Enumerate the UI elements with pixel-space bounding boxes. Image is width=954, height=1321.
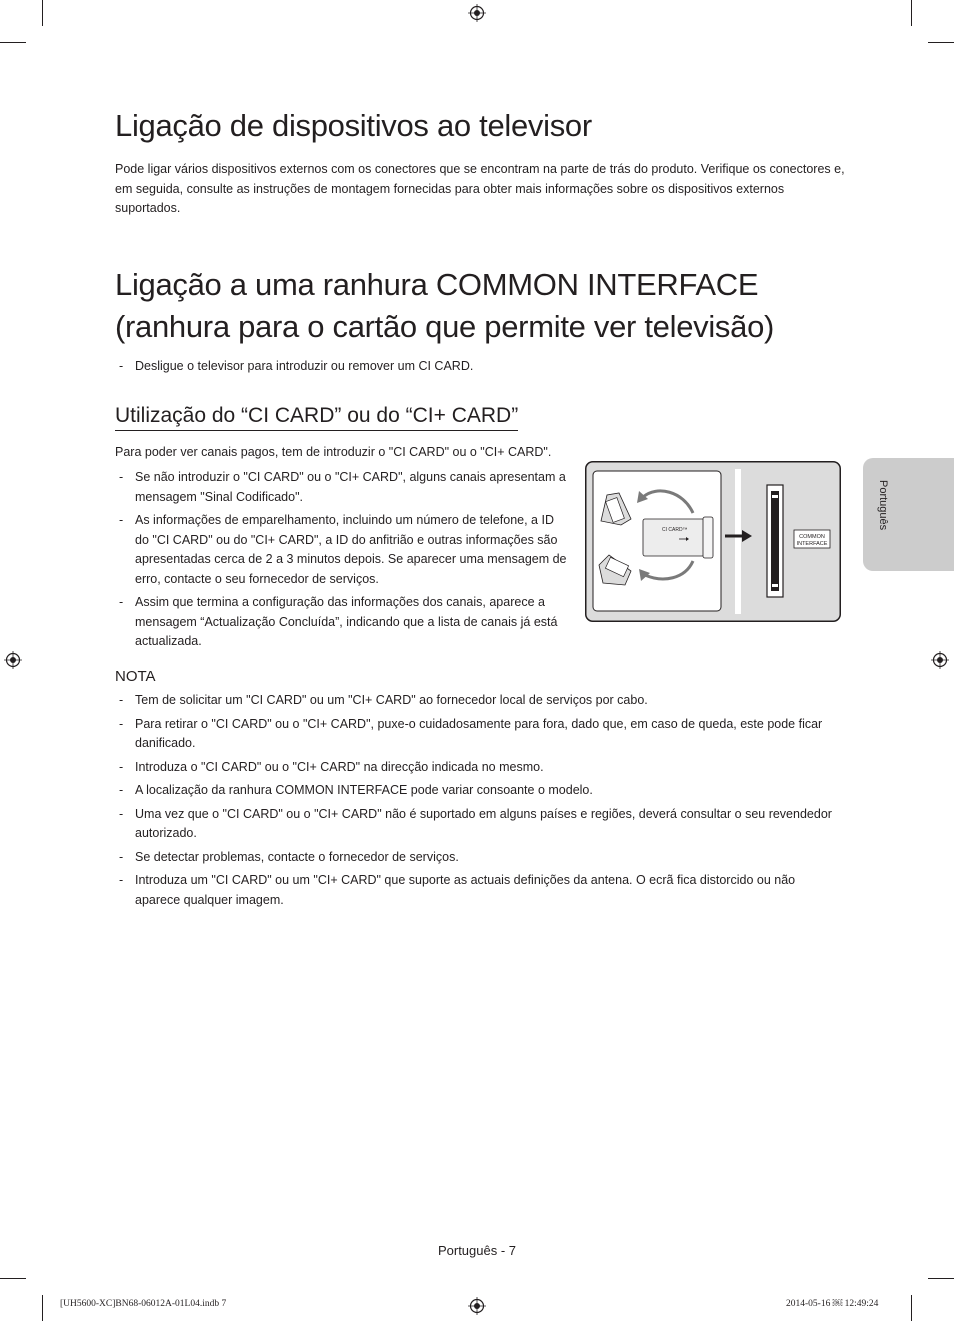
list-item: - Introduza um "CI CARD" ou um "CI+ CARD" que suporte as actuais definições da antena. O ecrã fica distorcido ou não aparece qualquer imagem. [115, 871, 835, 910]
registration-mark-icon [468, 4, 486, 22]
crop-mark [911, 0, 912, 26]
section-title [115, 264, 774, 348]
list-item: - Uma vez que o "CI CARD" ou o "CI+ CARD" não é suportado em alguns países e regiões, deverá consultar o seu revendedor autorizado. [115, 805, 835, 844]
print-slug-right: 2014-05-16 ￼ 12:49:24 [786, 1299, 879, 1309]
list-item: - Tem de solicitar um "CI CARD" ou um "CI+ CARD" ao fornecedor local de serviços por cabo. [115, 691, 835, 711]
page-number: Português - 7 [437, 1243, 517, 1258]
nota-heading: NOTA [115, 668, 156, 685]
list-item: - Desligue o televisor para introduzir ou remover um CI CARD. [115, 357, 835, 377]
ci-card-illustration [585, 461, 841, 622]
list-item: - Se detectar problemas, contacte o fornecedor de serviços. [115, 848, 835, 868]
registration-mark-icon [468, 1297, 486, 1315]
language-tab [863, 458, 954, 571]
list-item: - As informações de emparelhamento, incluindo um número de telefone, a ID do "CI CARD" ou do "CI+ CARD", a ID do anfitrião e outras informações são apresentadas cerca de 2 a 3 minutos depois. Se aparecer uma mensagem de erro, contacte o seu fornecedor de serviços. [115, 511, 571, 589]
list-item: - Assim que termina a configuração das informações dos canais, aparece a mensagem “Actualização Concluída”, indicando que a lista de canais já está actualizada. [115, 593, 571, 652]
crop-mark [0, 1278, 26, 1279]
list-item: - A localização da ranhura COMMON INTERFACE pode variar consoante o modelo. [115, 781, 835, 801]
ci-note-list [115, 357, 835, 381]
intro-paragraph: Pode ligar vários dispositivos externos com os conectores que se encontram na parte de trás do produto. Verifique os conectores e, em seguida, consulte as instruções de montagem fornecidas para obter mais informações sobre os dispositivos externos suportados. [115, 162, 845, 215]
crop-mark [928, 1278, 954, 1279]
usage-intro: Para poder ver canais pagos, tem de introduzir o "CI CARD" ou o "CI+ CARD". [115, 445, 552, 459]
page-title: Ligação de dispositivos ao televisor [115, 108, 592, 143]
crop-mark [42, 0, 43, 26]
usage-list [115, 468, 571, 656]
registration-mark-icon [931, 651, 949, 669]
ci-card-diagram [585, 461, 841, 622]
subsection-title: Utilização do “CI CARD” ou do “CI+ CARD” [115, 404, 518, 431]
registration-mark-icon [4, 651, 22, 669]
slot-label: COMMON [799, 534, 825, 540]
crop-mark [911, 1295, 912, 1321]
list-item: - Para retirar o "CI CARD" ou o "CI+ CARD", puxe-o cuidadosamente para fora, dado que, em caso de queda, este pode ficar danificado. [115, 715, 835, 754]
section-title-line: (ranhura para o cartão que permite ver televisão) [115, 309, 775, 344]
section-title-line: Ligação a uma ranhura COMMON INTERFACE [115, 267, 759, 302]
crop-mark [0, 42, 26, 43]
print-slug-left: [UH5600-XC]BN68-06012A-01L04.indb 7 [60, 1299, 227, 1309]
crop-mark [42, 1295, 43, 1321]
language-tab-label: Português [877, 480, 889, 531]
slot-label: INTERFACE [796, 541, 828, 547]
list-item: - Se não introduzir o "CI CARD" ou o "CI+ CARD", alguns canais apresentam a mensagem "Sinal Codificado". [115, 468, 571, 507]
list-item: - Introduza o "CI CARD" ou o "CI+ CARD" na direcção indicada no mesmo. [115, 758, 835, 778]
nota-list [115, 691, 835, 914]
crop-mark [928, 42, 954, 43]
card-label: CI CARD™ [662, 527, 688, 533]
